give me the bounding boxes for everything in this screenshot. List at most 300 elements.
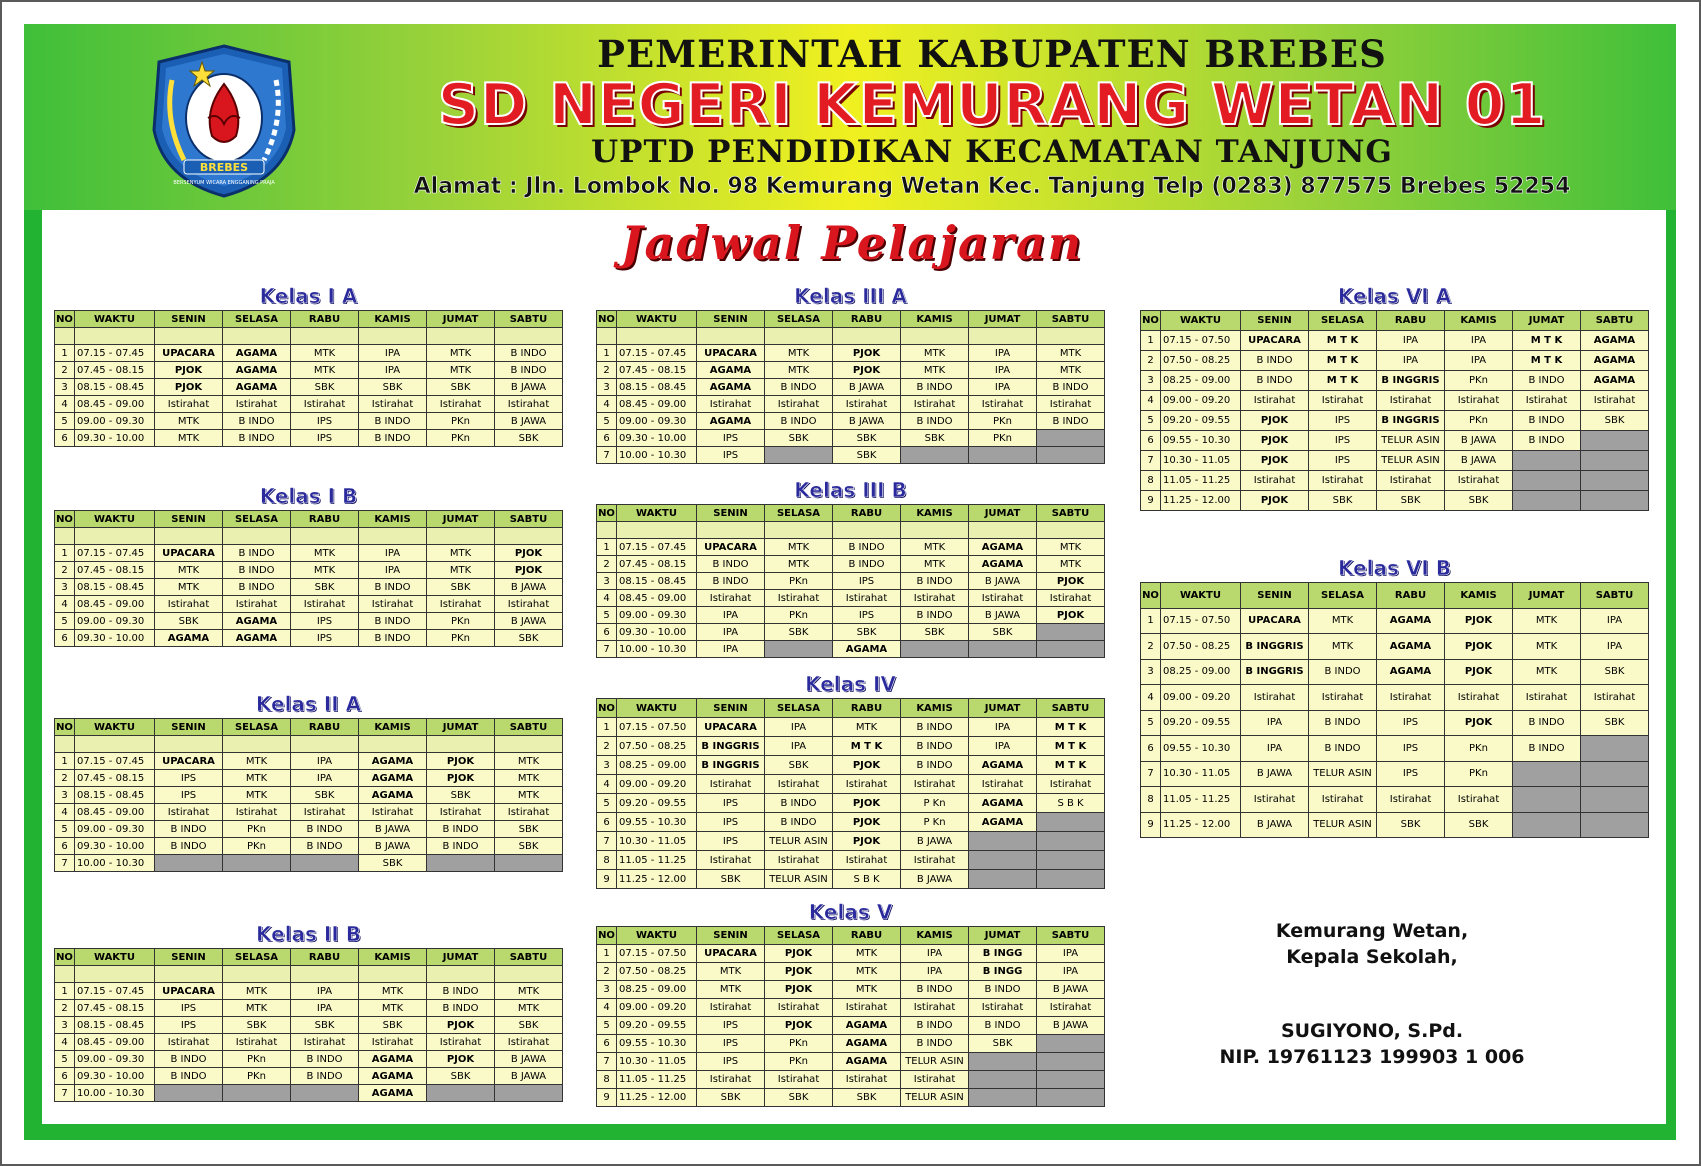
class-title: Kelas I B bbox=[259, 484, 358, 508]
subject-cell: MTK bbox=[1309, 608, 1377, 634]
schedule-table bbox=[54, 948, 563, 1102]
column-header: WAKTU bbox=[617, 927, 697, 945]
time-cell: 07.15 - 07.45 bbox=[75, 983, 155, 1000]
spacer-cell bbox=[969, 522, 1037, 539]
table-row bbox=[597, 1017, 1105, 1035]
subject-cell bbox=[155, 1085, 223, 1102]
subject-cell: PJOK bbox=[833, 362, 901, 379]
subject-cell bbox=[427, 1085, 495, 1102]
subject-cell: B INDO bbox=[765, 413, 833, 430]
table-row bbox=[597, 590, 1105, 607]
subject-cell: PJOK bbox=[1037, 607, 1105, 624]
subject-cell: PKn bbox=[427, 413, 495, 430]
subject-cell: Istirahat bbox=[1513, 685, 1581, 711]
table-row bbox=[1141, 787, 1649, 813]
subject-cell: Istirahat bbox=[901, 851, 969, 870]
subject-cell: Istirahat bbox=[155, 596, 223, 613]
subject-cell: Istirahat bbox=[697, 851, 765, 870]
time-cell: 08.15 - 08.45 bbox=[75, 579, 155, 596]
table-spacer-row bbox=[55, 966, 563, 983]
subject-cell: B INDO bbox=[223, 579, 291, 596]
time-cell: 07.15 - 07.50 bbox=[1161, 331, 1241, 351]
spacer-cell bbox=[1037, 522, 1105, 539]
column-header: RABU bbox=[833, 505, 901, 522]
subject-cell: SBK bbox=[765, 1089, 833, 1107]
subject-cell bbox=[1581, 431, 1649, 451]
subject-cell: IPA bbox=[969, 362, 1037, 379]
subject-cell: B INGGRIS bbox=[697, 737, 765, 756]
row-number: 5 bbox=[55, 1051, 75, 1068]
column-header: RABU bbox=[291, 511, 359, 528]
row-number: 1 bbox=[55, 345, 75, 362]
subject-cell: Istirahat bbox=[901, 396, 969, 413]
subject-cell bbox=[1513, 787, 1581, 813]
subject-cell: IPA bbox=[359, 345, 427, 362]
column-header: NO bbox=[55, 511, 75, 528]
subject-cell: B INGG bbox=[969, 945, 1037, 963]
time-cell: 11.25 - 12.00 bbox=[1161, 812, 1241, 838]
table-row bbox=[55, 821, 563, 838]
time-cell: 07.45 - 08.15 bbox=[75, 1000, 155, 1017]
subject-cell: MTK bbox=[155, 413, 223, 430]
subject-cell: IPS bbox=[155, 1017, 223, 1034]
subject-cell: B INDO bbox=[697, 556, 765, 573]
subject-cell bbox=[1513, 761, 1581, 787]
subject-cell: Istirahat bbox=[1377, 391, 1445, 411]
table-row bbox=[597, 379, 1105, 396]
time-cell: 08.15 - 08.45 bbox=[75, 1017, 155, 1034]
subject-cell: TELUR ASIN bbox=[1377, 451, 1445, 471]
subject-cell: PKn bbox=[427, 430, 495, 447]
subject-cell: Istirahat bbox=[833, 590, 901, 607]
table-spacer-row bbox=[55, 736, 563, 753]
subject-cell: Istirahat bbox=[697, 775, 765, 794]
subject-cell bbox=[1037, 813, 1105, 832]
subject-cell: Istirahat bbox=[427, 596, 495, 613]
subject-cell: SBK bbox=[427, 1068, 495, 1085]
government-heading: PEMERINTAH KABUPATEN BREBES bbox=[597, 32, 1387, 76]
spacer-cell bbox=[223, 528, 291, 545]
column-header: NO bbox=[55, 719, 75, 736]
table-row bbox=[597, 556, 1105, 573]
spacer-cell bbox=[359, 528, 427, 545]
schedule-table bbox=[596, 698, 1105, 889]
subject-cell: IPA bbox=[291, 770, 359, 787]
subject-cell: SBK bbox=[291, 579, 359, 596]
row-number: 7 bbox=[597, 832, 617, 851]
subject-cell: Istirahat bbox=[1241, 391, 1309, 411]
subject-cell: PKn bbox=[765, 1035, 833, 1053]
row-number: 6 bbox=[1141, 736, 1161, 762]
subject-cell: MTK bbox=[1037, 539, 1105, 556]
column-header: JUMAT bbox=[427, 719, 495, 736]
time-cell: 11.05 - 11.25 bbox=[1161, 787, 1241, 813]
subject-cell: IPS bbox=[833, 607, 901, 624]
row-number: 2 bbox=[55, 1000, 75, 1017]
spacer-cell bbox=[55, 966, 75, 983]
subject-cell: Istirahat bbox=[969, 590, 1037, 607]
subject-cell: B JAWA bbox=[359, 838, 427, 855]
subject-cell: B INDO bbox=[495, 362, 563, 379]
column-header: SABTU bbox=[1037, 699, 1105, 718]
table-row bbox=[597, 775, 1105, 794]
class-schedule bbox=[54, 284, 563, 447]
subject-cell: PKn bbox=[1445, 736, 1513, 762]
subject-cell: B INDO bbox=[1037, 413, 1105, 430]
subject-cell: PJOK bbox=[155, 379, 223, 396]
subject-cell: SBK bbox=[495, 630, 563, 647]
subject-cell: MTK bbox=[291, 362, 359, 379]
subject-cell: B INDO bbox=[901, 379, 969, 396]
subject-cell: Istirahat bbox=[697, 999, 765, 1017]
subject-cell: Istirahat bbox=[697, 590, 765, 607]
spacer-cell bbox=[223, 328, 291, 345]
subject-cell: AGAMA bbox=[359, 753, 427, 770]
spacer-cell bbox=[75, 328, 155, 345]
schedule-table bbox=[1140, 310, 1649, 511]
subject-cell: IPS bbox=[291, 630, 359, 647]
table-row bbox=[1141, 451, 1649, 471]
subject-cell: PJOK bbox=[495, 545, 563, 562]
time-cell: 07.15 - 07.45 bbox=[617, 539, 697, 556]
subject-cell bbox=[1037, 624, 1105, 641]
subject-cell: TELUR ASIN bbox=[1309, 812, 1377, 838]
subject-cell: MTK bbox=[495, 1000, 563, 1017]
subject-cell: SBK bbox=[495, 430, 563, 447]
subject-cell: B JAWA bbox=[495, 613, 563, 630]
row-number: 3 bbox=[55, 579, 75, 596]
subject-cell: IPA bbox=[901, 945, 969, 963]
subject-cell: B INDO bbox=[359, 430, 427, 447]
subject-cell: PJOK bbox=[1445, 608, 1513, 634]
table-row bbox=[55, 1000, 563, 1017]
subject-cell: SBK bbox=[291, 379, 359, 396]
subject-cell: MTK bbox=[765, 556, 833, 573]
row-number: 6 bbox=[55, 1068, 75, 1085]
column-header: JUMAT bbox=[1513, 311, 1581, 331]
row-number: 2 bbox=[55, 562, 75, 579]
row-number: 8 bbox=[1141, 471, 1161, 491]
spacer-cell bbox=[697, 522, 765, 539]
subject-cell: IPS bbox=[155, 770, 223, 787]
subject-cell: Istirahat bbox=[1037, 590, 1105, 607]
row-number: 5 bbox=[597, 1017, 617, 1035]
column-header: JUMAT bbox=[1513, 583, 1581, 609]
subject-cell: B INGGRIS bbox=[1377, 411, 1445, 431]
subject-cell: Istirahat bbox=[833, 999, 901, 1017]
subject-cell bbox=[1513, 491, 1581, 511]
subject-cell bbox=[901, 447, 969, 464]
column-header: KAMIS bbox=[901, 505, 969, 522]
row-number: 4 bbox=[55, 804, 75, 821]
subject-cell bbox=[969, 447, 1037, 464]
table-row bbox=[55, 838, 563, 855]
subject-cell: SBK bbox=[223, 1017, 291, 1034]
subject-cell: Istirahat bbox=[291, 396, 359, 413]
subject-cell: Istirahat bbox=[1037, 999, 1105, 1017]
row-number: 2 bbox=[1141, 351, 1161, 371]
subject-cell: AGAMA bbox=[697, 379, 765, 396]
subject-cell: IPS bbox=[697, 813, 765, 832]
schedule-table bbox=[54, 510, 563, 647]
column-header: KAMIS bbox=[901, 699, 969, 718]
subject-cell bbox=[969, 851, 1037, 870]
spacer-cell bbox=[359, 966, 427, 983]
time-cell: 09.30 - 10.00 bbox=[75, 838, 155, 855]
row-number: 4 bbox=[597, 999, 617, 1017]
subject-cell: B INDO bbox=[901, 573, 969, 590]
subject-cell: Istirahat bbox=[223, 396, 291, 413]
column-header: SENIN bbox=[155, 511, 223, 528]
table-row bbox=[55, 804, 563, 821]
column-header: JUMAT bbox=[969, 927, 1037, 945]
subject-cell: TELUR ASIN bbox=[901, 1089, 969, 1107]
subject-cell: MTK bbox=[223, 1000, 291, 1017]
table-row bbox=[55, 562, 563, 579]
column-header: SENIN bbox=[155, 719, 223, 736]
subject-cell: IPS bbox=[697, 447, 765, 464]
subject-cell: PJOK bbox=[427, 1017, 495, 1034]
table-row bbox=[55, 345, 563, 362]
column-header: SABTU bbox=[495, 511, 563, 528]
row-number: 9 bbox=[597, 1089, 617, 1107]
time-cell: 08.15 - 08.45 bbox=[75, 379, 155, 396]
row-number: 4 bbox=[55, 596, 75, 613]
svg-text:BERSENYUM WICARA ENGGANING PRA: BERSENYUM WICARA ENGGANING PRAJA bbox=[173, 180, 275, 186]
column-header: SABTU bbox=[495, 719, 563, 736]
table-row bbox=[1141, 371, 1649, 391]
spacer-cell bbox=[1037, 328, 1105, 345]
subject-cell bbox=[765, 447, 833, 464]
table-row bbox=[597, 870, 1105, 889]
time-cell: 09.20 - 09.55 bbox=[1161, 411, 1241, 431]
subject-cell bbox=[1037, 870, 1105, 889]
subject-cell bbox=[1581, 812, 1649, 838]
subject-cell: Istirahat bbox=[495, 396, 563, 413]
subject-cell: AGAMA bbox=[223, 379, 291, 396]
subject-cell: Istirahat bbox=[765, 775, 833, 794]
subject-cell bbox=[1581, 787, 1649, 813]
class-schedule bbox=[1140, 556, 1649, 838]
table-row bbox=[597, 794, 1105, 813]
subject-cell: IPA bbox=[969, 718, 1037, 737]
time-cell: 08.45 - 09.00 bbox=[617, 590, 697, 607]
spacer-cell bbox=[495, 966, 563, 983]
subject-cell: IPA bbox=[359, 562, 427, 579]
subject-cell: AGAMA bbox=[1377, 634, 1445, 660]
column-header: NO bbox=[597, 311, 617, 328]
subject-cell: B INDO bbox=[901, 413, 969, 430]
subject-cell: SBK bbox=[969, 1035, 1037, 1053]
table-row bbox=[55, 413, 563, 430]
class-title: Kelas III B bbox=[794, 478, 907, 502]
subject-cell: Istirahat bbox=[969, 999, 1037, 1017]
subject-cell: Istirahat bbox=[1241, 471, 1309, 491]
subject-cell: MTK bbox=[765, 345, 833, 362]
column-header: SABTU bbox=[1037, 505, 1105, 522]
column-header: WAKTU bbox=[1161, 311, 1241, 331]
column-header: NO bbox=[55, 949, 75, 966]
table-row bbox=[55, 1068, 563, 1085]
subject-cell: Istirahat bbox=[155, 396, 223, 413]
table-row bbox=[1141, 761, 1649, 787]
subject-cell bbox=[1513, 812, 1581, 838]
table-row bbox=[597, 945, 1105, 963]
time-cell: 09.00 - 09.30 bbox=[75, 1051, 155, 1068]
time-cell: 10.00 - 10.30 bbox=[617, 641, 697, 658]
column-header: KAMIS bbox=[1445, 311, 1513, 331]
subject-cell: IPS bbox=[697, 1053, 765, 1071]
spacer-cell bbox=[155, 736, 223, 753]
column-header: SELASA bbox=[223, 719, 291, 736]
row-number: 7 bbox=[597, 1053, 617, 1071]
subject-cell: IPS bbox=[1309, 411, 1377, 431]
row-number: 4 bbox=[1141, 685, 1161, 711]
class-title: Kelas II A bbox=[255, 692, 362, 716]
table-header-row bbox=[55, 311, 563, 328]
subject-cell: B INDO bbox=[495, 345, 563, 362]
subject-cell: PKn bbox=[427, 630, 495, 647]
subject-cell: PJOK bbox=[427, 1051, 495, 1068]
time-cell: 09.00 - 09.20 bbox=[1161, 391, 1241, 411]
table-row bbox=[1141, 411, 1649, 431]
subject-cell: M T K bbox=[1309, 331, 1377, 351]
subject-cell: AGAMA bbox=[223, 362, 291, 379]
spacer-cell bbox=[765, 522, 833, 539]
subject-cell: IPS bbox=[833, 573, 901, 590]
subject-cell: B JAWA bbox=[359, 821, 427, 838]
subject-cell bbox=[1037, 1035, 1105, 1053]
subject-cell: B INDO bbox=[1309, 659, 1377, 685]
row-number: 5 bbox=[1141, 411, 1161, 431]
time-cell: 07.50 - 08.25 bbox=[1161, 634, 1241, 660]
row-number: 1 bbox=[597, 539, 617, 556]
subject-cell: B INDO bbox=[765, 379, 833, 396]
subject-cell: B JAWA bbox=[969, 573, 1037, 590]
row-number: 1 bbox=[597, 718, 617, 737]
subject-cell: MTK bbox=[901, 345, 969, 362]
row-number: 1 bbox=[597, 345, 617, 362]
subject-cell: AGAMA bbox=[359, 1068, 427, 1085]
row-number: 4 bbox=[597, 396, 617, 413]
subject-cell: Istirahat bbox=[1581, 685, 1649, 711]
column-header: SABTU bbox=[1037, 927, 1105, 945]
subject-cell: B INDO bbox=[155, 1051, 223, 1068]
table-row bbox=[1141, 634, 1649, 660]
spacer-cell bbox=[75, 736, 155, 753]
subject-cell: B INDO bbox=[155, 1068, 223, 1085]
class-title: Kelas II B bbox=[255, 922, 362, 946]
subject-cell: SBK bbox=[291, 787, 359, 804]
column-header: SENIN bbox=[697, 505, 765, 522]
subject-cell: PJOK bbox=[1241, 411, 1309, 431]
subject-cell: MTK bbox=[223, 753, 291, 770]
table-row bbox=[597, 813, 1105, 832]
time-cell: 08.15 - 08.45 bbox=[617, 573, 697, 590]
class-schedule bbox=[596, 284, 1105, 464]
column-header: RABU bbox=[833, 927, 901, 945]
subject-cell: MTK bbox=[1513, 608, 1581, 634]
subject-cell: UPACARA bbox=[155, 753, 223, 770]
subject-cell: AGAMA bbox=[969, 756, 1037, 775]
subject-cell: Istirahat bbox=[1445, 471, 1513, 491]
subject-cell: B INDO bbox=[223, 430, 291, 447]
class-title: Kelas III A bbox=[794, 284, 907, 308]
subject-cell: SBK bbox=[1377, 812, 1445, 838]
spacer-cell bbox=[55, 528, 75, 545]
subject-cell: PKn bbox=[427, 613, 495, 630]
row-number: 4 bbox=[597, 590, 617, 607]
subject-cell: AGAMA bbox=[833, 1017, 901, 1035]
subject-cell: B JAWA bbox=[495, 1051, 563, 1068]
spacer-cell bbox=[495, 736, 563, 753]
column-header: KAMIS bbox=[901, 311, 969, 328]
subject-cell: SBK bbox=[1377, 491, 1445, 511]
class-title: Kelas VI A bbox=[1337, 284, 1452, 308]
subject-cell: B INDO bbox=[1513, 710, 1581, 736]
subject-cell: AGAMA bbox=[223, 345, 291, 362]
column-header: WAKTU bbox=[75, 949, 155, 966]
table-header-row bbox=[597, 311, 1105, 328]
time-cell: 07.15 - 07.45 bbox=[75, 753, 155, 770]
time-cell: 09.20 - 09.55 bbox=[1161, 710, 1241, 736]
row-number: 1 bbox=[55, 753, 75, 770]
column-header: JUMAT bbox=[969, 505, 1037, 522]
row-number: 6 bbox=[597, 1035, 617, 1053]
subject-cell: AGAMA bbox=[697, 413, 765, 430]
subject-cell bbox=[1037, 1071, 1105, 1089]
row-number: 5 bbox=[597, 607, 617, 624]
column-header: SELASA bbox=[223, 311, 291, 328]
time-cell: 07.15 - 07.50 bbox=[617, 718, 697, 737]
subject-cell: B INDO bbox=[427, 838, 495, 855]
spacer-cell bbox=[901, 328, 969, 345]
subject-cell: PJOK bbox=[833, 345, 901, 362]
subject-cell bbox=[1037, 1053, 1105, 1071]
spacer-cell bbox=[427, 966, 495, 983]
subject-cell: TELUR ASIN bbox=[1377, 431, 1445, 451]
time-cell: 10.30 - 11.05 bbox=[1161, 451, 1241, 471]
subject-cell bbox=[969, 641, 1037, 658]
subject-cell: IPS bbox=[155, 1000, 223, 1017]
schedule-table bbox=[54, 310, 563, 447]
subject-cell: IPA bbox=[291, 1000, 359, 1017]
subject-cell: IPS bbox=[1377, 710, 1445, 736]
subject-cell: Istirahat bbox=[1309, 685, 1377, 711]
subject-cell: B INDO bbox=[359, 413, 427, 430]
subject-cell: B INDO bbox=[833, 556, 901, 573]
column-header: RABU bbox=[291, 719, 359, 736]
time-cell: 07.15 - 07.45 bbox=[617, 345, 697, 362]
subject-cell: MTK bbox=[901, 556, 969, 573]
table-row bbox=[597, 539, 1105, 556]
subject-cell: B INDO bbox=[901, 737, 969, 756]
subject-cell: MTK bbox=[495, 753, 563, 770]
row-number: 3 bbox=[55, 379, 75, 396]
subject-cell: MTK bbox=[833, 718, 901, 737]
subject-cell: SBK bbox=[765, 756, 833, 775]
subject-cell: AGAMA bbox=[969, 556, 1037, 573]
time-cell: 08.15 - 08.45 bbox=[617, 379, 697, 396]
subject-cell: IPA bbox=[359, 545, 427, 562]
subject-cell: B INDO bbox=[1241, 351, 1309, 371]
time-cell: 08.45 - 09.00 bbox=[75, 596, 155, 613]
subject-cell: TELUR ASIN bbox=[1309, 761, 1377, 787]
subject-cell: B JAWA bbox=[495, 579, 563, 596]
subject-cell: PKn bbox=[765, 1053, 833, 1071]
subject-cell: B INDO bbox=[1309, 736, 1377, 762]
subject-cell: SBK bbox=[495, 1017, 563, 1034]
